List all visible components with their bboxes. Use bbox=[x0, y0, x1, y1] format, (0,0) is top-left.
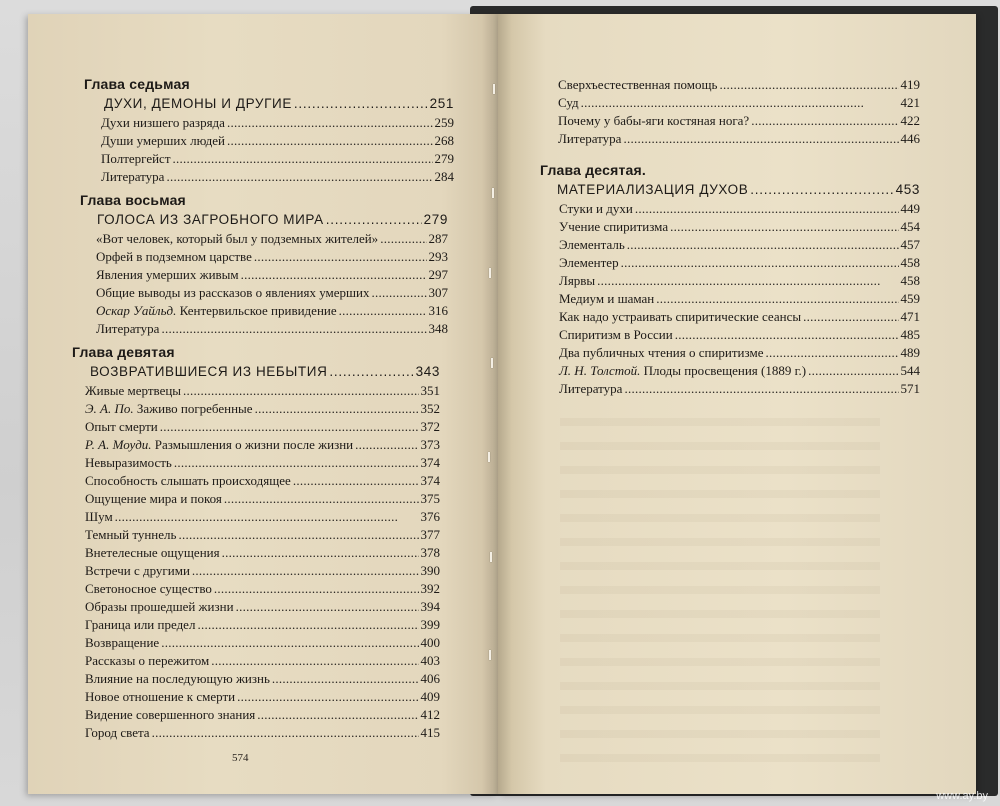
entry-title: Лярвы bbox=[559, 273, 596, 288]
leader-dots bbox=[765, 344, 898, 362]
page-number: 574 bbox=[232, 752, 249, 764]
entry-page: 316 bbox=[428, 303, 448, 318]
leader-dots bbox=[178, 526, 418, 544]
entry-page: 421 bbox=[900, 95, 920, 110]
toc-entry bbox=[559, 200, 920, 218]
leader-dots bbox=[380, 230, 426, 248]
toc-entry bbox=[85, 526, 440, 544]
toc-entry bbox=[558, 130, 920, 148]
leader-dots bbox=[166, 168, 432, 186]
entry-page: 287 bbox=[428, 231, 448, 246]
toc-entry bbox=[101, 132, 454, 150]
leader-dots bbox=[214, 580, 419, 598]
entry-title: Граница или предел bbox=[85, 617, 196, 632]
entry-title-text: Кентервильское привидение bbox=[179, 303, 337, 318]
toc-entry bbox=[101, 114, 454, 132]
toc-entry bbox=[85, 670, 440, 688]
entry-page: 392 bbox=[420, 581, 440, 596]
leader-dots bbox=[339, 302, 427, 320]
toc-entry bbox=[558, 94, 920, 112]
entry-title: Элементер bbox=[559, 255, 619, 270]
leader-dots bbox=[192, 562, 419, 580]
chapter-heading: Глава десятая. bbox=[540, 162, 646, 178]
entry-title: Элементаль bbox=[559, 237, 625, 252]
leader-dots bbox=[272, 670, 419, 688]
toc-entry bbox=[96, 284, 448, 302]
toc-entry bbox=[559, 326, 920, 344]
entry-page: 374 bbox=[420, 455, 440, 470]
entry-title: Новое отношение к смерти bbox=[85, 689, 236, 704]
entry-title: Сверхъестественная помощь bbox=[558, 77, 718, 92]
entry-page: 293 bbox=[428, 249, 448, 264]
leader-dots bbox=[624, 380, 898, 398]
binding-stitch bbox=[488, 452, 490, 462]
toc-entry bbox=[96, 320, 448, 338]
leader-dots bbox=[227, 114, 433, 132]
entry-title: Суд bbox=[558, 95, 579, 110]
leader-dots bbox=[326, 210, 422, 230]
entry-title: «Вот человек, который был у подземных жителей» bbox=[96, 231, 379, 246]
entry-title: Опыт смерти bbox=[85, 419, 158, 434]
entry-title: Рассказы о пережитом bbox=[85, 653, 210, 668]
entry-title: Образы прошедшей жизни bbox=[85, 599, 234, 614]
entry-title: ДУХИ, ДЕМОНЫ И ДРУГИЕ bbox=[104, 96, 292, 111]
entry-page: 378 bbox=[420, 545, 440, 560]
entry-author: Л. Н. Толстой. bbox=[559, 363, 641, 378]
toc-entry bbox=[85, 598, 440, 616]
toc-chapter-9 bbox=[72, 344, 440, 742]
entry-author: Р. А. Моуди. bbox=[85, 437, 152, 452]
entry-page: 307 bbox=[428, 285, 448, 300]
entry-title: Учение спиритизма bbox=[559, 219, 669, 234]
entry-title: Спиритизм в России bbox=[559, 327, 673, 342]
entry-page: 377 bbox=[420, 527, 440, 542]
entry-page: 372 bbox=[420, 419, 440, 434]
entry-title: Литература bbox=[559, 381, 623, 396]
leader-dots bbox=[227, 132, 432, 150]
entry-page: 284 bbox=[434, 169, 454, 184]
entry-title: Литература bbox=[96, 321, 160, 336]
entry-page: 471 bbox=[900, 309, 920, 324]
leader-dots bbox=[294, 94, 428, 114]
entry-author: Оскар Уайльд. bbox=[96, 303, 177, 318]
entry-page: 571 bbox=[900, 381, 920, 396]
toc-entry bbox=[85, 400, 440, 418]
entry-page: 297 bbox=[428, 267, 448, 282]
leader-dots bbox=[621, 254, 899, 272]
toc-entry bbox=[85, 634, 440, 652]
entry-title: Общие выводы из рассказов о явлениях умерших bbox=[96, 285, 370, 300]
leader-dots bbox=[803, 308, 898, 326]
entry-title: Возвращение bbox=[85, 635, 160, 650]
entry-title: Живые мертвецы bbox=[85, 383, 182, 398]
entry-title: Орфей в подземном царстве bbox=[96, 249, 252, 264]
toc-entry bbox=[96, 266, 448, 284]
entry-page: 351 bbox=[420, 383, 440, 398]
entry-author: Э. А. По. bbox=[85, 401, 134, 416]
leader-dots bbox=[222, 544, 419, 562]
toc-entry bbox=[96, 230, 448, 248]
toc-entry bbox=[559, 362, 920, 380]
toc-entry bbox=[559, 254, 920, 272]
entry-title: Темный туннель bbox=[85, 527, 177, 542]
leader-dots bbox=[160, 418, 419, 436]
entry-page: 268 bbox=[434, 133, 454, 148]
entry-title: Стуки и духи bbox=[559, 201, 633, 216]
leader-dots bbox=[635, 200, 899, 218]
entry-page: 457 bbox=[900, 237, 920, 252]
leader-dots bbox=[675, 326, 899, 344]
leader-dots bbox=[115, 508, 419, 526]
entry-page: 446 bbox=[900, 131, 920, 146]
leader-dots bbox=[211, 652, 418, 670]
entry-page: 544 bbox=[900, 363, 920, 378]
entry-title: Духи низшего разряда bbox=[101, 115, 225, 130]
toc-entry bbox=[85, 544, 440, 562]
entry-title: Город света bbox=[85, 725, 150, 740]
chapter-heading: Глава восьмая bbox=[80, 192, 186, 208]
leader-dots bbox=[751, 112, 898, 130]
entry-title: Полтергейст bbox=[101, 151, 171, 166]
toc-chapter-7 bbox=[84, 76, 454, 186]
watermark: www.ay.by bbox=[936, 790, 988, 802]
toc-entry bbox=[85, 472, 440, 490]
entry-title: Ощущение мира и покоя bbox=[85, 491, 222, 506]
toc-entry bbox=[85, 688, 440, 706]
leader-dots bbox=[808, 362, 898, 380]
entry-page: 399 bbox=[420, 617, 440, 632]
toc-entry bbox=[85, 508, 440, 526]
entry-title: ВОЗВРАТИВШИЕСЯ ИЗ НЕБЫТИЯ bbox=[90, 364, 328, 379]
toc-entry bbox=[96, 248, 448, 266]
entry-page: 415 bbox=[420, 725, 440, 740]
entry-title bbox=[96, 302, 337, 320]
toc-entry bbox=[85, 724, 440, 742]
binding-stitch bbox=[489, 268, 491, 278]
toc-entry bbox=[85, 652, 440, 670]
binding-stitch bbox=[491, 358, 493, 368]
entry-title: Влияние на последующую жизнь bbox=[85, 671, 270, 686]
entry-title: Встречи с другими bbox=[85, 563, 190, 578]
entry-page: 406 bbox=[420, 671, 440, 686]
leader-dots bbox=[627, 236, 899, 254]
entry-page: 412 bbox=[420, 707, 440, 722]
entry-page: 459 bbox=[900, 291, 920, 306]
leader-dots bbox=[183, 382, 418, 400]
entry-title: Литература bbox=[101, 169, 165, 184]
leader-dots bbox=[257, 706, 418, 724]
entry-page: 373 bbox=[420, 437, 440, 452]
entry-page: 454 bbox=[900, 219, 920, 234]
entry-page: 259 bbox=[434, 115, 454, 130]
toc-entry bbox=[85, 706, 440, 724]
binding-stitch bbox=[490, 552, 492, 562]
toc-entry bbox=[558, 112, 920, 130]
chapter-heading: Глава девятая bbox=[72, 344, 175, 360]
leader-dots bbox=[372, 284, 427, 302]
entry-title: Способность слышать происходящее bbox=[85, 473, 291, 488]
entry-page: 409 bbox=[420, 689, 440, 704]
toc-entry bbox=[85, 562, 440, 580]
toc-entry bbox=[559, 344, 920, 362]
entry-title: Почему у бабы-яги костяная нога? bbox=[558, 113, 750, 128]
leader-dots bbox=[161, 634, 418, 652]
entry-page: 348 bbox=[428, 321, 448, 336]
entry-page: 419 bbox=[900, 77, 920, 92]
leader-dots bbox=[623, 130, 898, 148]
entry-page: 485 bbox=[900, 327, 920, 342]
leader-dots bbox=[293, 472, 419, 490]
entry-page: 403 bbox=[420, 653, 440, 668]
leader-dots bbox=[241, 266, 427, 284]
toc-chapter-9-continued bbox=[558, 76, 920, 148]
toc-entry bbox=[559, 290, 920, 308]
entry-title-text: Плоды просвещения (1889 г.) bbox=[643, 363, 807, 378]
show-through-text bbox=[560, 418, 880, 778]
binding-stitch bbox=[489, 650, 491, 660]
entry-title: Светоносное существо bbox=[85, 581, 212, 596]
toc-entry bbox=[96, 302, 448, 320]
entry-page: 458 bbox=[900, 255, 920, 270]
entry-page: 279 bbox=[434, 151, 454, 166]
toc-entry bbox=[85, 454, 440, 472]
entry-title bbox=[85, 436, 353, 454]
entry-page: 375 bbox=[420, 491, 440, 506]
toc-entry bbox=[85, 616, 440, 634]
leader-dots bbox=[255, 400, 419, 418]
toc-chapter-10 bbox=[540, 162, 920, 398]
entry-page: 453 bbox=[895, 182, 920, 197]
toc-entry bbox=[559, 380, 920, 398]
chapter-main-entry bbox=[540, 180, 920, 200]
entry-page: 458 bbox=[900, 273, 920, 288]
entry-title-text: Заживо погребенные bbox=[136, 401, 253, 416]
leader-dots bbox=[581, 94, 899, 112]
chapter-main-entry bbox=[72, 362, 440, 382]
entry-title: Как надо устраивать спиритические сеансы bbox=[559, 309, 802, 324]
entry-title: Литература bbox=[558, 131, 622, 146]
leader-dots bbox=[750, 180, 893, 200]
leader-dots bbox=[355, 436, 418, 454]
entry-title: Внетелесные ощущения bbox=[85, 545, 220, 560]
leader-dots bbox=[197, 616, 418, 634]
leader-dots bbox=[224, 490, 419, 508]
leader-dots bbox=[174, 454, 419, 472]
toc-entry bbox=[101, 150, 454, 168]
toc-entry bbox=[559, 308, 920, 326]
book-gutter bbox=[482, 14, 512, 794]
leader-dots bbox=[656, 290, 898, 308]
entry-title bbox=[85, 400, 253, 418]
toc-entry bbox=[85, 580, 440, 598]
entry-title-text: Размышления о жизни после жизни bbox=[154, 437, 354, 452]
entry-title bbox=[559, 362, 806, 380]
toc-entry bbox=[559, 272, 920, 290]
toc-entry bbox=[558, 76, 920, 94]
leader-dots bbox=[237, 688, 418, 706]
toc-entry bbox=[559, 236, 920, 254]
binding-stitch bbox=[493, 84, 495, 94]
leader-dots bbox=[152, 724, 419, 742]
entry-page: 279 bbox=[423, 212, 448, 227]
toc-entry bbox=[559, 218, 920, 236]
toc-entry bbox=[85, 436, 440, 454]
leader-dots bbox=[597, 272, 898, 290]
leader-dots bbox=[329, 362, 413, 382]
entry-title: Медиум и шаман bbox=[559, 291, 655, 306]
entry-page: 394 bbox=[420, 599, 440, 614]
chapter-heading: Глава седьмая bbox=[84, 76, 190, 92]
chapter-main-entry bbox=[84, 94, 454, 114]
leader-dots bbox=[173, 150, 433, 168]
entry-page: 489 bbox=[900, 345, 920, 360]
entry-title: Шум bbox=[85, 509, 113, 524]
entry-title: Два публичных чтения о спиритизме bbox=[559, 345, 764, 360]
leader-dots bbox=[254, 248, 427, 266]
entry-page: 449 bbox=[900, 201, 920, 216]
toc-entry bbox=[85, 490, 440, 508]
toc-entry bbox=[85, 382, 440, 400]
leader-dots bbox=[719, 76, 898, 94]
entry-page: 343 bbox=[415, 364, 440, 379]
entry-page: 422 bbox=[900, 113, 920, 128]
entry-page: 352 bbox=[420, 401, 440, 416]
entry-title: ГОЛОСА ИЗ ЗАГРОБНОГО МИРА bbox=[97, 212, 324, 227]
toc-entry bbox=[85, 418, 440, 436]
entry-title: Души умерших людей bbox=[101, 133, 226, 148]
toc-chapter-8 bbox=[80, 192, 448, 338]
entry-page: 390 bbox=[420, 563, 440, 578]
entry-page: 376 bbox=[420, 509, 440, 524]
entry-title: Невыразимость bbox=[85, 455, 172, 470]
chapter-main-entry bbox=[80, 210, 448, 230]
leader-dots bbox=[670, 218, 898, 236]
entry-title: Видение совершенного знания bbox=[85, 707, 256, 722]
binding-stitch bbox=[492, 188, 494, 198]
entry-title: Явления умерших живым bbox=[96, 267, 239, 282]
entry-page: 400 bbox=[420, 635, 440, 650]
entry-title: МАТЕРИАЛИЗАЦИЯ ДУХОВ bbox=[557, 182, 749, 197]
leader-dots bbox=[236, 598, 419, 616]
entry-page: 374 bbox=[420, 473, 440, 488]
entry-page: 251 bbox=[429, 96, 454, 111]
toc-entry bbox=[101, 168, 454, 186]
leader-dots bbox=[161, 320, 426, 338]
